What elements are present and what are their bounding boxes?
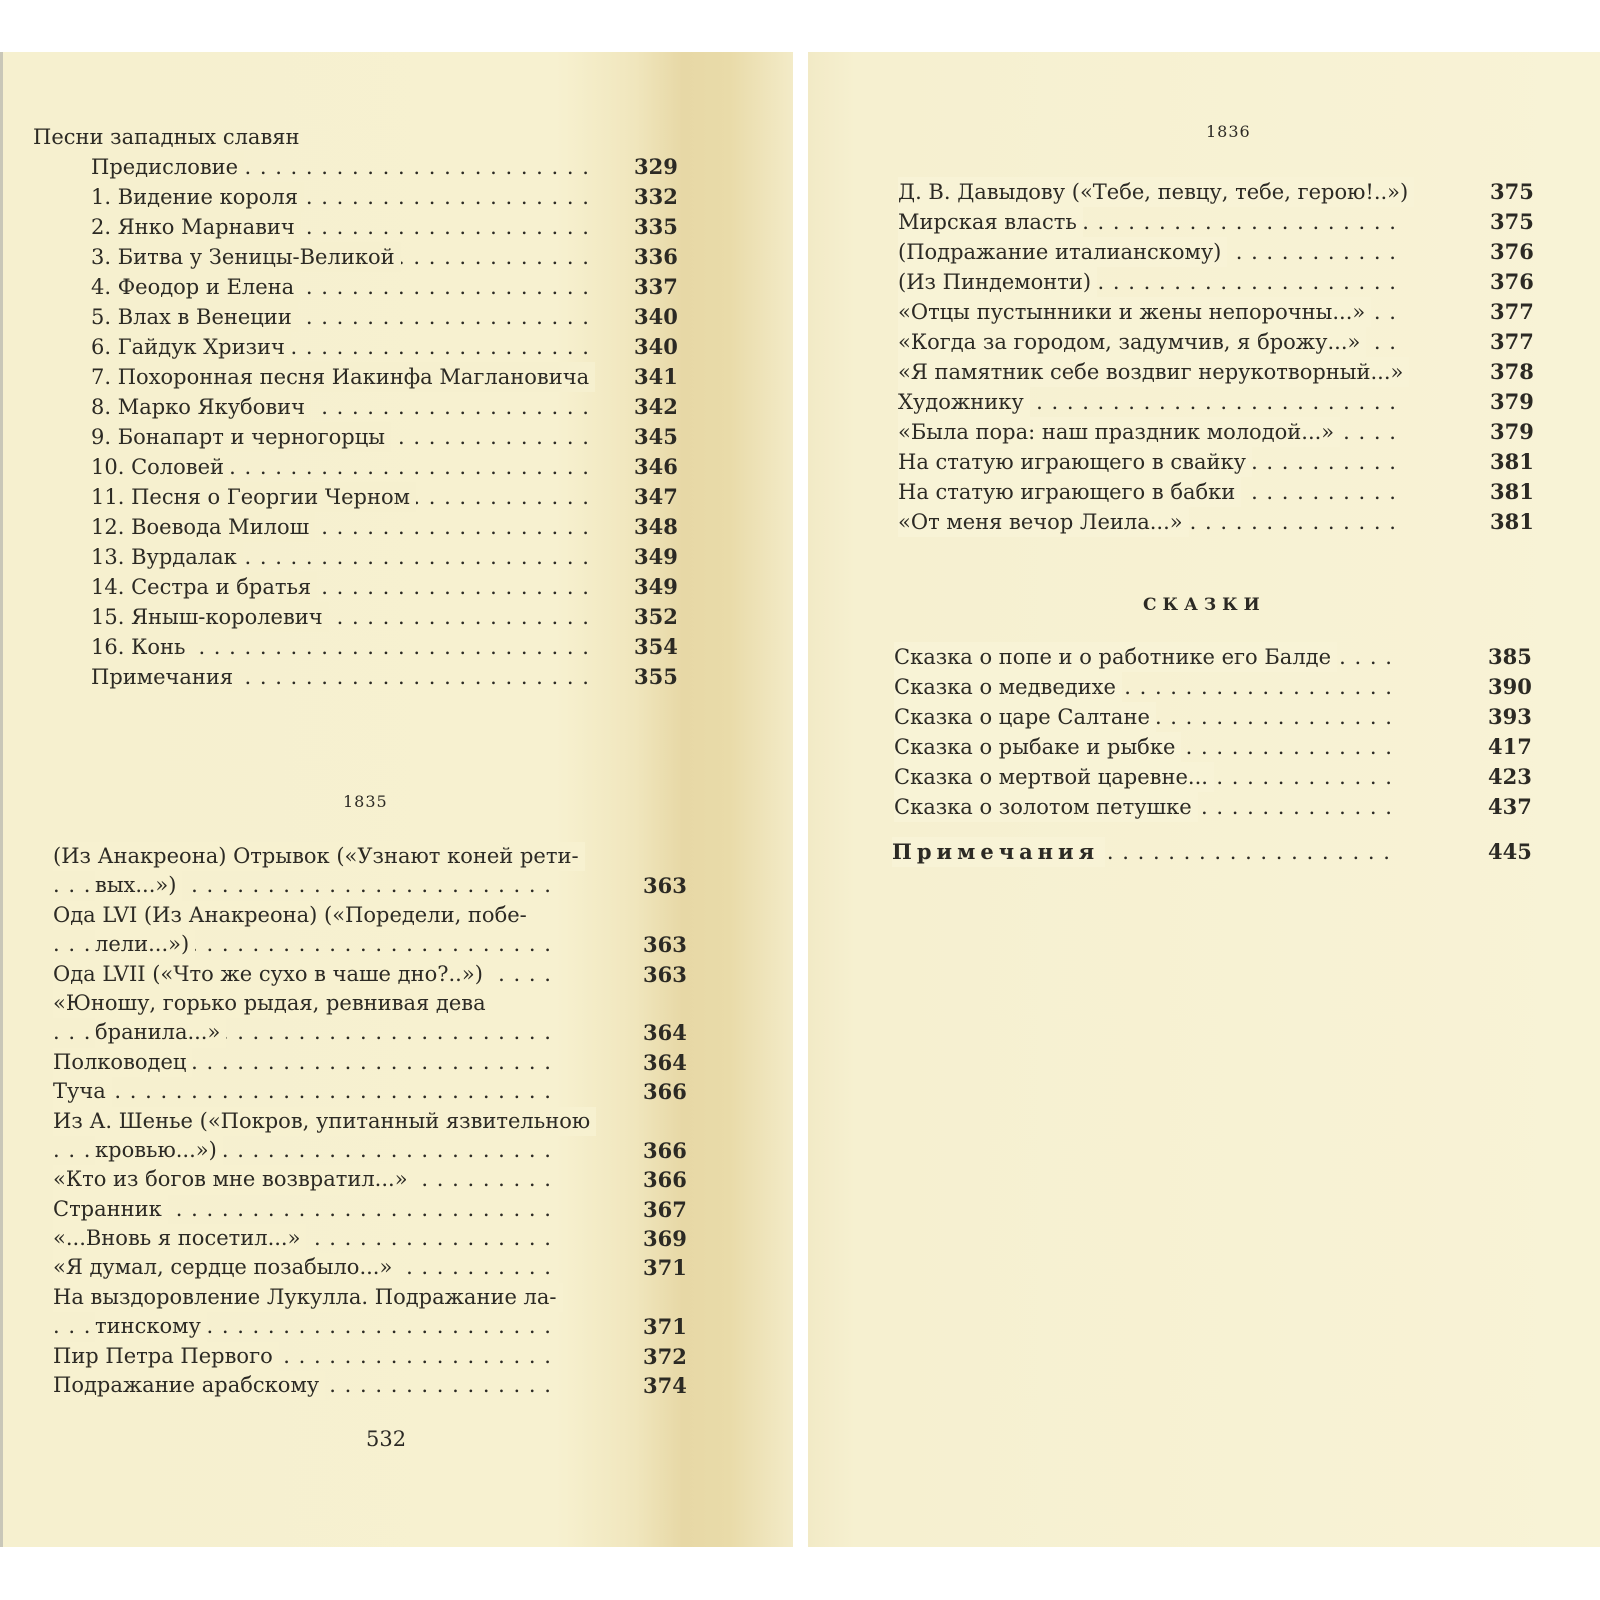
toc-entry-title: На статую играющего в свайку xyxy=(898,447,1252,477)
toc-entry-page: 445 xyxy=(1488,839,1532,864)
toc-entry-page: 375 xyxy=(1490,179,1534,204)
toc-entry-title: Д. В. Давыдову («Тебе, певцу, тебе, герою!..») xyxy=(898,177,1414,207)
toc-entry-page: 376 xyxy=(1490,269,1534,294)
toc-entry xyxy=(91,362,691,392)
toc-entry-page: 342 xyxy=(634,394,678,419)
toc-entry-title: 9. Бонапарт и черногорцы xyxy=(91,422,391,452)
toc-entry-page: 377 xyxy=(1490,329,1534,354)
year-heading-1835: 1835 xyxy=(343,792,388,811)
toc-entry-page: 345 xyxy=(634,424,678,449)
toc-entry-title: «Кто из богов мне возвратил...» xyxy=(53,1165,414,1194)
toc-entry xyxy=(53,960,703,989)
toc-entry-page: 378 xyxy=(1490,359,1534,384)
toc-entry xyxy=(53,930,703,959)
toc-entry xyxy=(91,392,691,422)
toc-entry-title: 3. Битва у Зеницы-Великой xyxy=(91,242,401,272)
toc-entry xyxy=(53,1283,703,1312)
toc-entry xyxy=(898,387,1588,417)
toc-entry xyxy=(53,1077,703,1106)
toc-entry-page: 379 xyxy=(1490,389,1534,414)
toc-entry-title: 6. Гайдук Хризич xyxy=(91,332,291,362)
toc-entry xyxy=(53,1253,703,1282)
toc-entry xyxy=(53,1312,703,1341)
toc-entry-page: 371 xyxy=(643,1255,687,1281)
toc-entry-page: 385 xyxy=(1488,644,1532,669)
toc-entry-page: 379 xyxy=(1490,419,1534,444)
page-number: 532 xyxy=(366,1427,407,1451)
toc-entry-page: 374 xyxy=(643,1373,687,1399)
toc-entry-title: Сказка о мертвой царевне... xyxy=(894,762,1214,792)
toc-entry-title: Мирская власть xyxy=(898,207,1083,237)
toc-entry-page: 336 xyxy=(634,244,678,269)
toc-entry-page: 381 xyxy=(1490,449,1534,474)
toc-entry-title: «Отцы пустынники и жены непорочны...» xyxy=(898,297,1371,327)
toc-entry-title: Полководец xyxy=(53,1048,192,1077)
toc-entry-title: Сказка о медведихе xyxy=(894,672,1122,702)
toc-entry xyxy=(898,177,1588,207)
toc-entry xyxy=(91,212,691,242)
toc-entry-title: (Из Пиндемонти) xyxy=(898,267,1097,297)
toc-entry-page: 337 xyxy=(634,274,678,299)
toc-entry-page: 363 xyxy=(643,961,687,987)
toc-entry xyxy=(898,267,1588,297)
toc-entry-page: 390 xyxy=(1488,674,1532,699)
toc-entry-title: «...Вновь я посетил...» xyxy=(53,1224,306,1253)
toc-entry-page: 417 xyxy=(1488,734,1532,759)
toc-entry xyxy=(53,842,703,871)
toc-entry xyxy=(53,1048,703,1077)
toc-entry-page: 340 xyxy=(634,334,678,359)
toc-entry-title: 8. Марко Якубович xyxy=(91,392,311,422)
toc-entry-title: 15. Яныш-королевич xyxy=(91,602,329,632)
toc-entry-title: 2. Янко Марнавич xyxy=(91,212,301,242)
toc-entry-title: «Я памятник себе воздвиг нерукотворный...» xyxy=(898,357,1409,387)
toc-entry-title: «Юношу, горько рыдая, ревнивая дева xyxy=(53,989,492,1018)
toc-entry xyxy=(53,1107,703,1136)
toc-list-1835 xyxy=(53,842,703,1400)
right-page xyxy=(808,52,1600,1547)
toc-entry xyxy=(53,871,703,900)
toc-entry-title: Из А. Шенье («Покров, упитанный язвительною xyxy=(53,1107,596,1136)
toc-entry-title: «От меня вечор Леила...» xyxy=(898,507,1189,537)
toc-entry-title: Предисловие xyxy=(91,152,244,182)
toc-entry-title: Ода LVII («Что же сухо в чаше дно?..») xyxy=(53,960,489,989)
toc-entry xyxy=(91,152,691,182)
left-page xyxy=(0,52,793,1547)
toc-entry-title: На статую играющего в бабки xyxy=(898,477,1241,507)
toc-entry xyxy=(53,989,703,1018)
toc-entry-page: 364 xyxy=(643,1020,687,1046)
toc-entry-title: 5. Влах в Венеции xyxy=(91,302,298,332)
toc-entry-title: «Была пора: наш праздник молодой...» xyxy=(898,417,1340,447)
toc-entry-title: Пир Петра Первого xyxy=(53,1342,279,1371)
toc-entry-page: 366 xyxy=(643,1167,687,1193)
toc-entry xyxy=(53,1342,703,1371)
toc-entry-page: 335 xyxy=(634,214,678,239)
toc-entry-page: 355 xyxy=(634,664,678,689)
toc-entry xyxy=(91,632,691,662)
toc-entry-title: 12. Воевода Милош xyxy=(91,512,315,542)
toc-entry-page: 354 xyxy=(634,634,678,659)
toc-entry-title: Сказка о рыбаке и рыбке xyxy=(894,732,1181,762)
toc-entry xyxy=(91,512,691,542)
toc-entry-page: 423 xyxy=(1488,764,1532,789)
toc-entry xyxy=(91,662,691,692)
toc-entry xyxy=(91,602,691,632)
toc-entry-page: 332 xyxy=(634,184,678,209)
toc-entry xyxy=(898,237,1588,267)
toc-entry-page: 369 xyxy=(643,1226,687,1252)
toc-entry-page: 329 xyxy=(634,154,678,179)
toc-entry xyxy=(898,417,1588,447)
toc-entry-title: (Из Анакреона) Отрывок («Узнают коней рети- xyxy=(53,842,585,871)
toc-entry-title: 13. Вурдалак xyxy=(91,542,243,572)
toc-entry xyxy=(898,447,1588,477)
toc-entry-title: кровью...») xyxy=(95,1136,223,1165)
section-heading: Песни западных славян xyxy=(33,125,300,149)
toc-entry-page: 346 xyxy=(634,454,678,479)
toc-entry xyxy=(91,452,691,482)
toc-entry xyxy=(898,327,1588,357)
toc-entry-page: 376 xyxy=(1490,239,1534,264)
toc-entry xyxy=(894,702,1584,732)
toc-entry-page: 371 xyxy=(643,1314,687,1340)
toc-entry-page: 348 xyxy=(634,514,678,539)
toc-entry-title: 4. Феодор и Елена xyxy=(91,272,300,302)
toc-entry xyxy=(894,642,1584,672)
toc-entry xyxy=(91,422,691,452)
toc-entry-page: 352 xyxy=(634,604,678,629)
toc-entry-title: Странник xyxy=(53,1195,168,1224)
toc-entry xyxy=(898,357,1588,387)
toc-entry-page: 393 xyxy=(1488,704,1532,729)
toc-entry-page: 372 xyxy=(643,1343,687,1369)
toc-entry xyxy=(894,732,1584,762)
toc-entry-title: 10. Соловей xyxy=(91,452,230,482)
toc-entry-title: 1. Видение короля xyxy=(91,182,304,212)
toc-entry-page: 366 xyxy=(643,1079,687,1105)
toc-entry-title: Примечания xyxy=(91,662,239,692)
toc-entry-page: 377 xyxy=(1490,299,1534,324)
toc-entry xyxy=(91,332,691,362)
book-spread xyxy=(0,52,1600,1547)
toc-entry-page: 349 xyxy=(634,544,678,569)
tales-toc-list xyxy=(894,642,1584,822)
year-heading-1836: 1836 xyxy=(1206,122,1251,141)
toc-entry-title: вых...») xyxy=(95,871,182,900)
toc-entry-title: Сказка о золотом петушке xyxy=(894,792,1198,822)
toc-entry xyxy=(53,1018,703,1047)
toc-entry-title: 7. Похоронная песня Иакинфа Маглановича xyxy=(91,362,595,392)
toc-entry xyxy=(894,792,1584,822)
toc-entry-notes xyxy=(892,837,1582,867)
toc-entry-title: (Подражание италианскому) xyxy=(898,237,1227,267)
toc-entry xyxy=(91,482,691,512)
toc-entry xyxy=(91,572,691,602)
toc-entry-page: 363 xyxy=(643,873,687,899)
toc-entry xyxy=(53,1371,703,1400)
toc-entry-title: бранила...» xyxy=(95,1018,226,1047)
toc-entry xyxy=(894,762,1584,792)
toc-entry-page: 381 xyxy=(1490,509,1534,534)
notes-toc-list xyxy=(892,837,1582,867)
toc-entry xyxy=(91,272,691,302)
toc-entry xyxy=(91,302,691,332)
toc-entry-title: 11. Песня о Георгии Черном xyxy=(91,482,416,512)
toc-entry-page: 347 xyxy=(634,484,678,509)
toc-entry-title: «Я думал, сердце позабыло...» xyxy=(53,1253,398,1282)
toc-entry-page: 341 xyxy=(634,364,678,389)
toc-entry-page: 366 xyxy=(643,1137,687,1163)
toc-list-1836 xyxy=(898,177,1588,537)
toc-entry-title: «Когда за городом, задумчив, я брожу...» xyxy=(898,327,1366,357)
toc-entry xyxy=(53,1165,703,1194)
songs-toc-list xyxy=(91,152,691,692)
toc-entry-page: 381 xyxy=(1490,479,1534,504)
toc-entry xyxy=(898,297,1588,327)
toc-entry xyxy=(53,1224,703,1253)
toc-entry-title: Ода LVI (Из Анакреона) («Поредели, побе- xyxy=(53,901,533,930)
toc-entry-title: тинскому xyxy=(95,1312,207,1341)
toc-entry-title: На выздоровление Лукулла. Подражание ла- xyxy=(53,1283,563,1312)
toc-entry-page: 340 xyxy=(634,304,678,329)
toc-entry-page: 349 xyxy=(634,574,678,599)
tales-heading: СКАЗКИ xyxy=(1143,595,1266,615)
toc-entry-title: Сказка о попе и о работнике его Балде xyxy=(894,642,1337,672)
toc-entry xyxy=(91,242,691,272)
toc-entry-title: 14. Сестра и братья xyxy=(91,572,317,602)
toc-entry-page: 364 xyxy=(643,1049,687,1075)
toc-entry-page: 367 xyxy=(643,1196,687,1222)
toc-entry xyxy=(898,477,1588,507)
toc-entry xyxy=(53,901,703,930)
toc-entry xyxy=(898,207,1588,237)
toc-entry-title: Подражание арабскому xyxy=(53,1371,325,1400)
toc-entry xyxy=(91,182,691,212)
toc-entry-page: 363 xyxy=(643,932,687,958)
toc-entry-title: Примечания xyxy=(892,837,1105,867)
toc-entry-title: Художнику xyxy=(898,387,1030,417)
toc-entry-title: 16. Конь xyxy=(91,632,191,662)
toc-entry-title: лели...») xyxy=(95,930,195,959)
toc-entry xyxy=(91,542,691,572)
toc-entry-page: 375 xyxy=(1490,209,1534,234)
toc-entry-page: 437 xyxy=(1488,794,1532,819)
toc-entry xyxy=(894,672,1584,702)
toc-entry xyxy=(53,1136,703,1165)
toc-entry xyxy=(53,1195,703,1224)
toc-entry-title: Туча xyxy=(53,1077,112,1106)
toc-entry xyxy=(898,507,1588,537)
toc-entry-title: Сказка о царе Салтане xyxy=(894,702,1156,732)
